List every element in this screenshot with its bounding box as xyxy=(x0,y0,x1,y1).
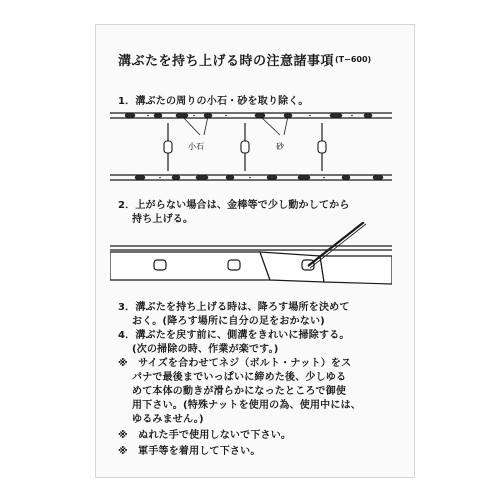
figure-remove-stones xyxy=(110,105,392,185)
figure-lift-with-bar xyxy=(110,222,392,290)
step-2-text-2: 持ち上げる。 xyxy=(132,214,194,225)
note-1-text-5: ゆるみません。) xyxy=(132,414,204,425)
note-2-text: ※ ぬれた手で使用しないで下さい。 xyxy=(118,430,292,441)
document-title: 溝ぶたを持ち上げる時の注意諸事項 xyxy=(118,54,335,69)
step-3-text-1: 3．溝ぶたを持ち上げる時は、降ろす場所を決めて xyxy=(118,302,350,313)
note-1-text-4: 用下さい。(特殊ナットを使用の為、使用中には、 xyxy=(132,400,361,411)
step-1-text: 1．溝ぶたの周りの小石・砂を取り除く。 xyxy=(118,96,309,107)
step-3-text-2: おく。(降ろす場所に自分の足をおかない) xyxy=(132,316,325,327)
label-stone: 小石 xyxy=(188,142,204,151)
note-1-text-3: めて本体の動きが滑らかになったところで御使 xyxy=(132,386,347,397)
note-1-text-1: ※ サイズを合わせてネジ（ボルト・ナット）をス xyxy=(118,358,352,369)
note-1-text-2: パナで最後までいっぱいに締めた後、少しゆる xyxy=(132,372,347,383)
model-number: (T−600) xyxy=(335,55,372,64)
step-4-text-2: (次の掃除の時、作業が楽です。) xyxy=(132,344,279,355)
note-3-text: ※ 軍手等を着用して下さい。 xyxy=(118,446,261,457)
step-4-text-1: 4．溝ぶたを戻す前に、側溝をきれいに掃除する。 xyxy=(118,330,350,341)
step-2-text-1: 2．上がらない場合は、金棒等で少し動かしてから xyxy=(118,200,350,211)
label-sand: 砂 xyxy=(276,142,284,151)
